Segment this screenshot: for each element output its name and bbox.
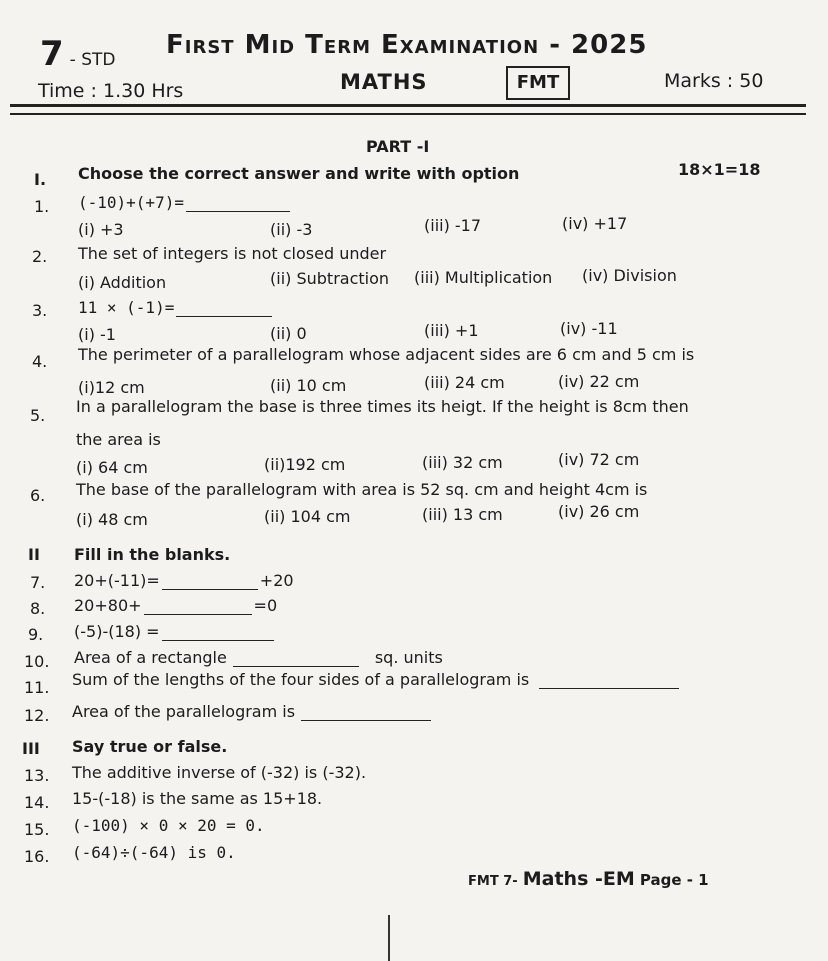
- footer-code: FMT 7-: [468, 874, 518, 889]
- q14-number: 14.: [24, 793, 50, 812]
- q16-text: (-64)÷(-64) is 0.: [72, 843, 236, 862]
- q10-answer-blank[interactable]: [233, 666, 359, 667]
- q2-number: 2.: [32, 247, 48, 266]
- q5-number: 5.: [30, 406, 46, 425]
- q15-text: (-100) × 0 × 20 = 0.: [72, 816, 265, 835]
- q6-number: 6.: [30, 486, 46, 505]
- header-rule-top: [10, 104, 806, 107]
- std-number: 7: [40, 34, 64, 74]
- fold-line: [388, 915, 390, 961]
- section3-title: Say true or false.: [72, 737, 228, 756]
- q6-option-1: (i) 48 cm: [76, 510, 148, 529]
- q11-answer-blank[interactable]: [539, 688, 679, 689]
- std-text: - STD: [69, 50, 116, 70]
- q1-option-2: (ii) -3: [270, 220, 313, 239]
- q10-stem: Area of a rectangle: [74, 648, 227, 667]
- q8-stem: 20+80+: [74, 596, 142, 615]
- q7-stem: 20+(-11)=: [74, 571, 160, 590]
- q9-stem: (-5)-(18) =: [74, 622, 160, 641]
- q11-text: [72, 670, 681, 689]
- q11-stem: Sum of the lengths of the four sides of a parallelogram is: [72, 670, 530, 689]
- part-heading: PART -I: [366, 137, 430, 156]
- q2-option-2: (ii) Subtraction: [270, 269, 390, 288]
- q1-option-3: (iii) -17: [424, 216, 482, 235]
- q1-stem: (-10)+(+7)=: [78, 193, 184, 212]
- q3-answer-blank[interactable]: [176, 316, 272, 317]
- q3-text: [78, 298, 274, 317]
- header-rule-bottom: [10, 113, 806, 115]
- q1-option-1: (i) +3: [78, 220, 124, 239]
- section3-number: III: [22, 739, 40, 758]
- section2-title: Fill in the blanks.: [74, 545, 231, 564]
- q3-option-2: (ii) 0: [270, 324, 307, 343]
- q16-number: 16.: [24, 847, 50, 866]
- q7-answer-blank[interactable]: [162, 589, 258, 590]
- q1-answer-blank[interactable]: [186, 211, 290, 212]
- q2-option-4: (iv) Division: [582, 266, 677, 285]
- q12-answer-blank[interactable]: [301, 720, 431, 721]
- section1-number: I.: [34, 170, 47, 189]
- q9-answer-blank[interactable]: [162, 640, 274, 641]
- q4-option-3: (iii) 24 cm: [424, 373, 505, 392]
- q4-text: The perimeter of a parallelogram whose adjacent sides are 6 cm and 5 cm is: [78, 345, 695, 364]
- q14-text: 15-(-18) is the same as 15+18.: [72, 789, 323, 808]
- exam-code-box: FMT: [506, 66, 570, 100]
- q5-text-continued: the area is: [76, 430, 161, 449]
- footer-page: Page - 1: [639, 871, 709, 889]
- q1-number: 1.: [34, 197, 50, 216]
- q8-suffix: =0: [253, 596, 278, 615]
- section2-number: II: [28, 545, 40, 564]
- exam-time: Time : 1.30 Hrs: [38, 80, 184, 102]
- q1-option-4: (iv) +17: [562, 214, 628, 233]
- q2-option-3: (iii) Multiplication: [414, 268, 553, 287]
- q4-option-2: (ii) 10 cm: [270, 376, 347, 395]
- q8-answer-blank[interactable]: [144, 614, 252, 615]
- q9-text: [74, 622, 276, 641]
- q4-option-4: (iv) 22 cm: [558, 372, 640, 391]
- std-label: [40, 34, 115, 74]
- q6-option-2: (ii) 104 cm: [264, 507, 351, 526]
- exam-title: First Mid Term Examination - 2025: [166, 30, 648, 60]
- total-marks: Marks : 50: [664, 70, 764, 92]
- q7-number: 7.: [30, 573, 46, 592]
- page-footer: [468, 868, 709, 890]
- q3-number: 3.: [32, 301, 48, 320]
- q9-number: 9.: [28, 625, 44, 644]
- section1-score: 18×1=18: [678, 160, 761, 179]
- q5-option-4: (iv) 72 cm: [558, 450, 640, 469]
- q6-option-3: (iii) 13 cm: [422, 505, 503, 524]
- q6-text: The base of the parallelogram with area is 52 sq. cm and height 4cm is: [76, 480, 648, 499]
- q12-number: 12.: [24, 706, 50, 725]
- q8-number: 8.: [30, 599, 46, 618]
- q5-option-3: (iii) 32 cm: [422, 453, 503, 472]
- q15-number: 15.: [24, 820, 50, 839]
- q5-option-1: (i) 64 cm: [76, 458, 148, 477]
- q5-option-2: (ii)192 cm: [264, 455, 346, 474]
- q5-text: In a parallelogram the base is three times its heigt. If the height is 8cm then: [76, 397, 689, 416]
- q10-number: 10.: [24, 652, 50, 671]
- q3-option-1: (i) -1: [78, 325, 116, 344]
- q11-number: 11.: [24, 678, 50, 697]
- q7-text: [74, 571, 294, 590]
- q4-option-1: (i)12 cm: [78, 378, 145, 397]
- q13-number: 13.: [24, 766, 50, 785]
- q3-stem: 11 × (-1)=: [78, 298, 175, 317]
- q1-text: [78, 193, 292, 212]
- q2-option-1: (i) Addition: [78, 273, 167, 292]
- section1-title: Choose the correct answer and write with option: [78, 164, 520, 183]
- q10-suffix: sq. units: [374, 648, 443, 667]
- q12-text: [72, 702, 433, 721]
- q2-text: The set of integers is not closed under: [78, 244, 387, 263]
- q12-stem: Area of the parallelogram is: [72, 702, 296, 721]
- q10-text: [74, 648, 443, 667]
- q4-number: 4.: [32, 352, 48, 371]
- q8-text: [74, 596, 277, 615]
- q3-option-3: (iii) +1: [424, 321, 479, 340]
- footer-subject: Maths -EM: [522, 868, 635, 890]
- q13-text: The additive inverse of (-32) is (-32).: [72, 763, 367, 782]
- q6-option-4: (iv) 26 cm: [558, 502, 640, 521]
- q3-option-4: (iv) -11: [560, 319, 618, 338]
- subject-title: MATHS: [340, 70, 428, 94]
- q7-suffix: +20: [259, 571, 294, 590]
